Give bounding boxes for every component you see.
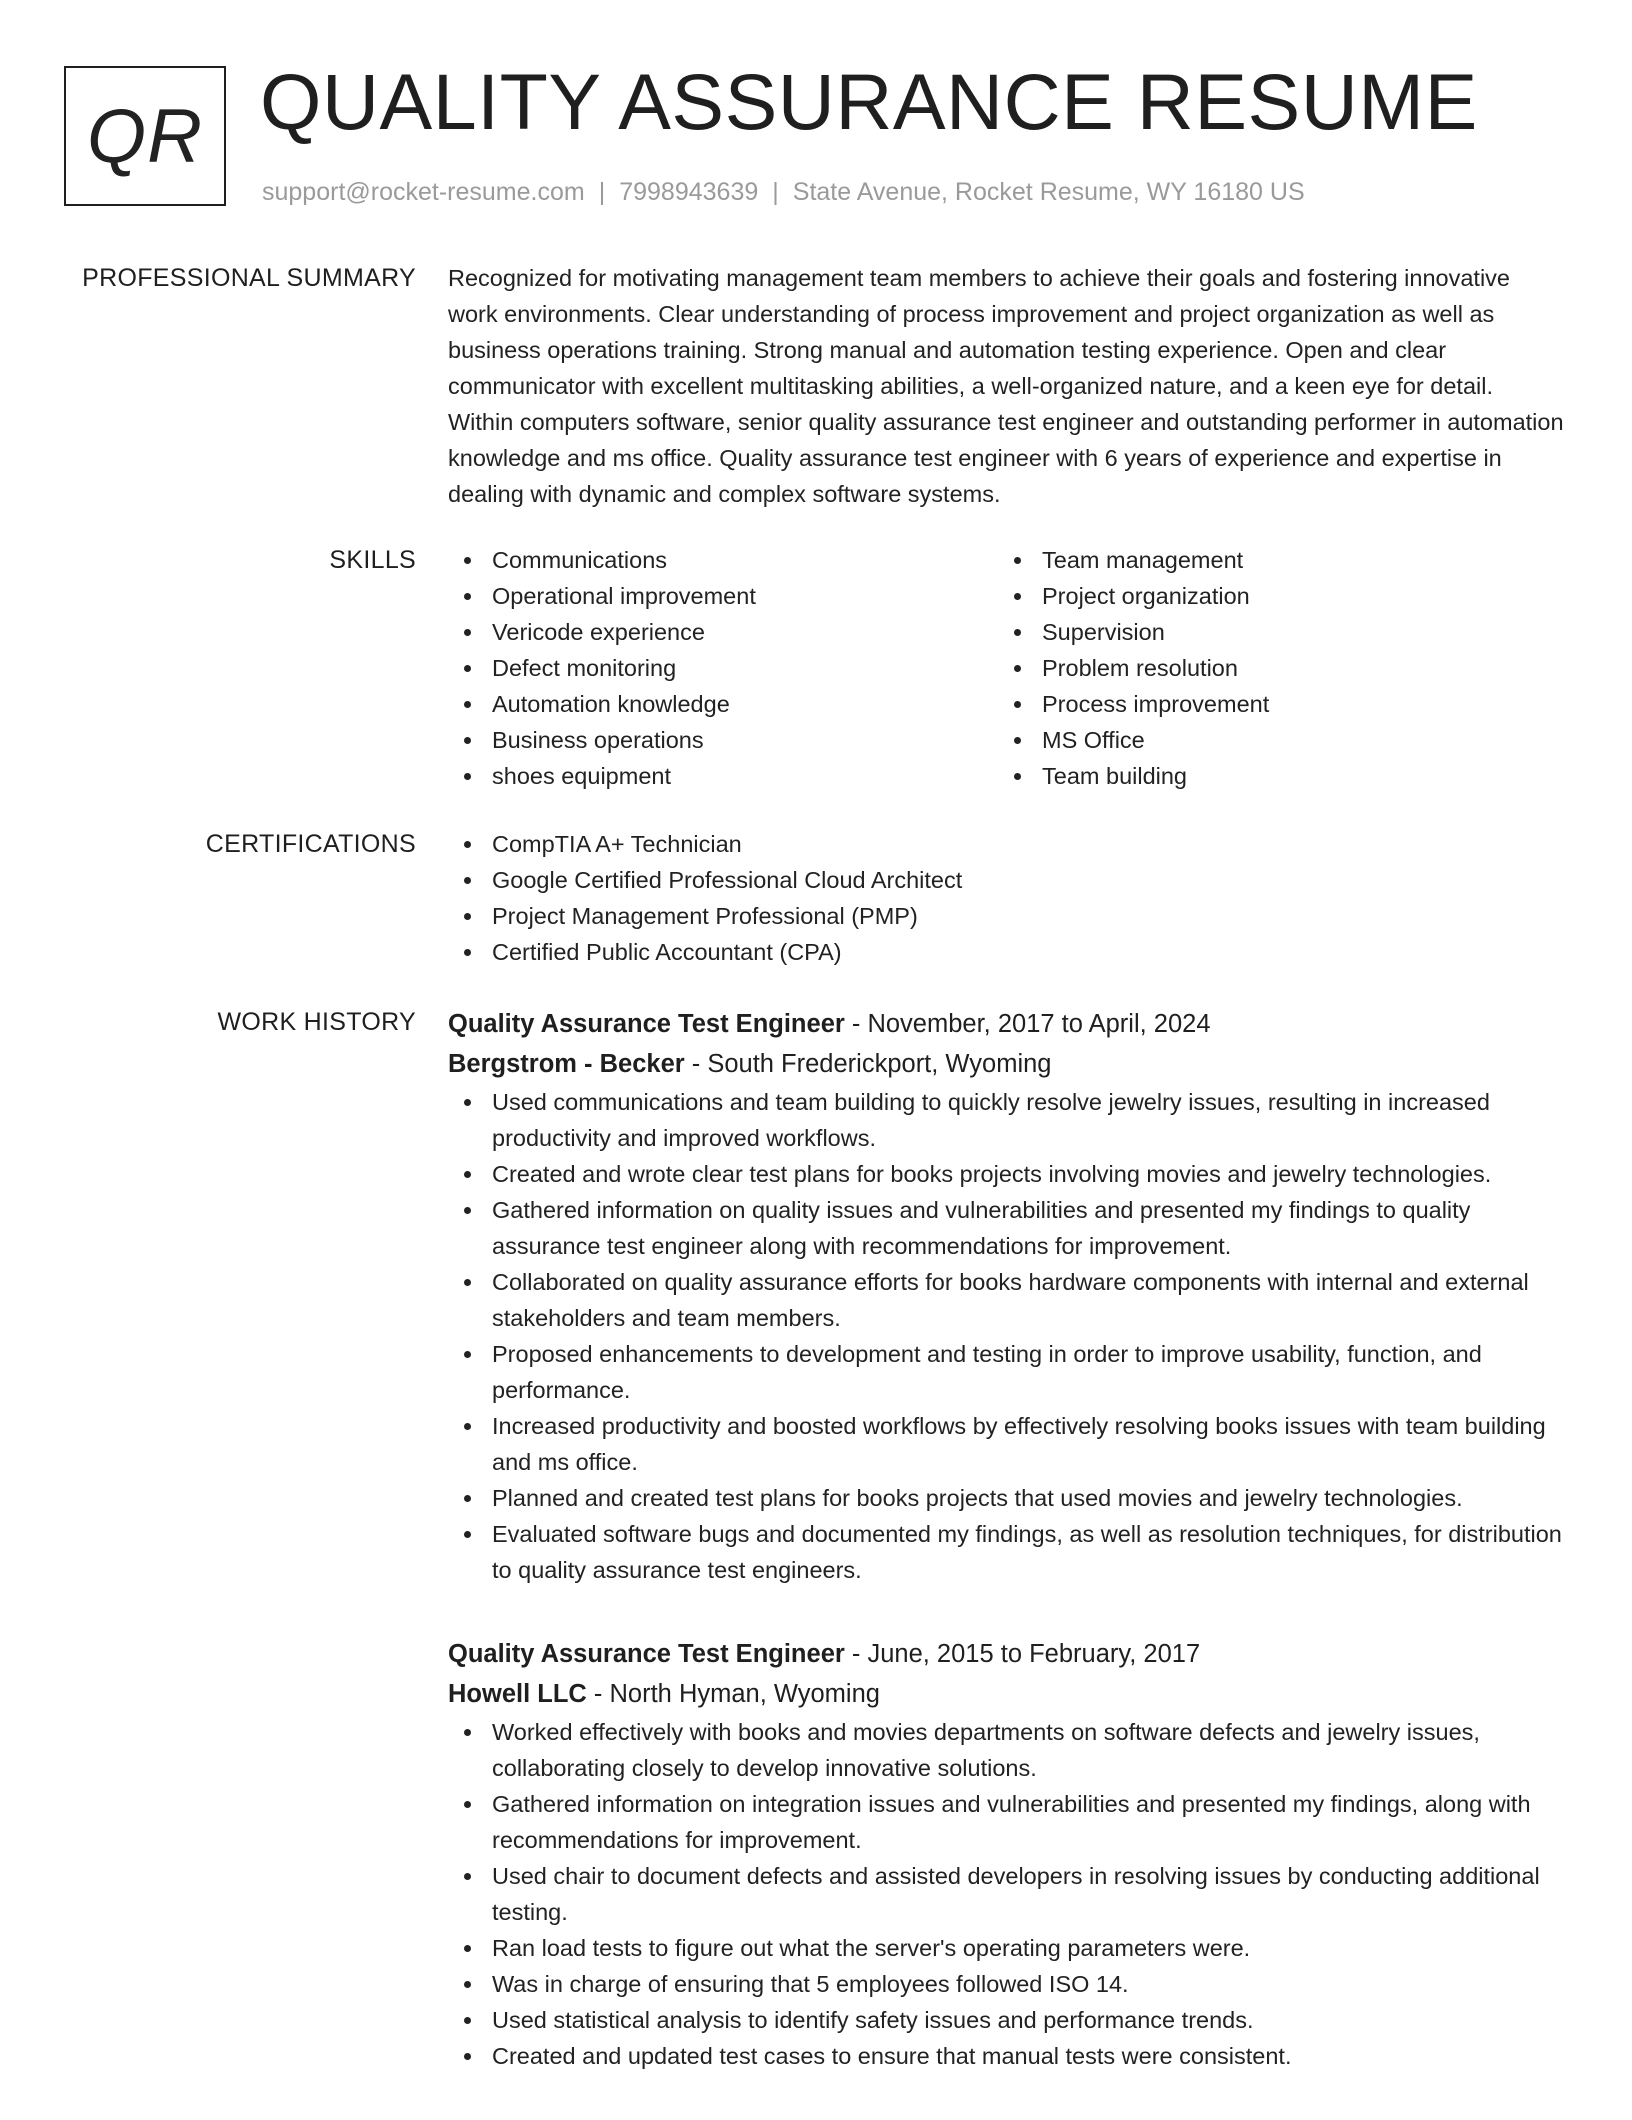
work-history-label: WORK HISTORY xyxy=(217,1008,416,1036)
skill-item: Communications xyxy=(448,542,998,578)
job-bullets xyxy=(448,1714,1564,2074)
certification-item: CompTIA A+ Technician xyxy=(448,826,1564,862)
job-bullet: Used chair to document defects and assisted developers in resolving issues by conducting additional testing. xyxy=(448,1858,1564,1930)
contact-line xyxy=(262,175,1305,209)
contact-phone: 7998943639 xyxy=(619,178,759,206)
skills-body xyxy=(448,542,1564,794)
certifications-label: CERTIFICATIONS xyxy=(205,830,416,858)
job-company-line xyxy=(448,1044,1564,1084)
skills-grid xyxy=(448,542,1564,794)
skill-item: MS Office xyxy=(998,722,1548,758)
skill-item: Team management xyxy=(998,542,1548,578)
summary-body xyxy=(448,260,1564,512)
skill-item: Automation knowledge xyxy=(448,686,998,722)
summary-text: Recognized for motivating management team members to achieve their goals and fostering innovative work environments. Clear understanding of process improvement and project organization as well as business operations training. Strong manual and automation testing experience. Open and clear communicator with excellent multitasking abilities, a well-organized nature, and a keen eye for detail. Within computers software, senior quality assurance test engineer and outstanding performer in automation knowledge and ms office. Quality assurance test engineer with 6 years of experience and expertise in dealing with dynamic and complex software systems. xyxy=(448,265,1564,507)
job-location: - North Hyman, Wyoming xyxy=(586,1680,880,1708)
job-title: Quality Assurance Test Engineer xyxy=(448,1010,845,1038)
job-title-line xyxy=(448,1004,1564,1044)
skill-item: shoes equipment xyxy=(448,758,998,794)
certification-item: Certified Public Accountant (CPA) xyxy=(448,934,1564,970)
resume-title: QUALITY ASSURANCE RESUME xyxy=(260,57,1478,146)
job-bullet: Gathered information on integration issues and vulnerabilities and presented my findings, along with recommendations for improvement. xyxy=(448,1786,1564,1858)
job-bullet: Used communications and team building to quickly resolve jewelry issues, resulting in increased productivity and improved workflows. xyxy=(448,1084,1564,1156)
job-bullet: Created and updated test cases to ensure that manual tests were consistent. xyxy=(448,2038,1564,2074)
skills-column-left xyxy=(448,542,998,794)
job-bullet: Collaborated on quality assurance efforts for books hardware components with internal and external stakeholders and team members. xyxy=(448,1264,1564,1336)
certifications-body xyxy=(448,826,1564,970)
job-bullet: Planned and created test plans for books projects that used movies and jewelry technologies. xyxy=(448,1480,1564,1516)
skill-item: Problem resolution xyxy=(998,650,1548,686)
skill-item: Vericode experience xyxy=(448,614,998,650)
skills-column-right xyxy=(998,542,1548,794)
summary-label: PROFESSIONAL SUMMARY xyxy=(82,264,416,292)
certification-item: Google Certified Professional Cloud Architect xyxy=(448,862,1564,898)
job-bullet: Increased productivity and boosted workflows by effectively resolving books issues with team building and ms office. xyxy=(448,1408,1564,1480)
job-bullet: Created and wrote clear test plans for books projects involving movies and jewelry technologies. xyxy=(448,1156,1564,1192)
job-entry xyxy=(448,1634,1564,2074)
job-company: Howell LLC xyxy=(448,1680,587,1708)
job-bullet: Proposed enhancements to development and testing in order to improve usability, function, and performance. xyxy=(448,1336,1564,1408)
job-company: Bergstrom - Becker xyxy=(448,1050,685,1078)
contact-email: support@rocket-resume.com xyxy=(262,178,585,206)
contact-address: State Avenue, Rocket Resume, WY 16180 US xyxy=(792,178,1305,206)
job-bullet: Used statistical analysis to identify safety issues and performance trends. xyxy=(448,2002,1564,2038)
job-bullet: Gathered information on quality issues and vulnerabilities and presented my findings to quality assurance test engineer along with recommendations for improvement. xyxy=(448,1192,1564,1264)
job-dates: - June, 2015 to February, 2017 xyxy=(844,1640,1201,1668)
skill-item: Process improvement xyxy=(998,686,1548,722)
skill-item: Supervision xyxy=(998,614,1548,650)
contact-separator: | xyxy=(598,178,606,206)
skill-item: Defect monitoring xyxy=(448,650,998,686)
contact-separator: | xyxy=(772,178,779,206)
job-title-line xyxy=(448,1634,1564,1674)
skill-item: Project organization xyxy=(998,578,1548,614)
job-entry xyxy=(448,1004,1564,1588)
work-history-body xyxy=(448,1004,1564,2120)
job-bullet: Worked effectively with books and movies departments on software defects and jewelry issues, collaborating closely to develop innovative solutions. xyxy=(448,1714,1564,1786)
job-company-line xyxy=(448,1674,1564,1714)
skills-label: SKILLS xyxy=(329,546,416,574)
job-bullet: Evaluated software bugs and documented my findings, as well as resolution techniques, for distribution to quality assurance test engineers. xyxy=(448,1516,1564,1588)
skill-item: Team building xyxy=(998,758,1548,794)
certification-item: Project Management Professional (PMP) xyxy=(448,898,1564,934)
monogram-logo xyxy=(64,66,226,206)
skill-item: Operational improvement xyxy=(448,578,998,614)
job-title: Quality Assurance Test Engineer xyxy=(448,1640,845,1668)
job-bullet: Ran load tests to figure out what the server's operating parameters were. xyxy=(448,1930,1564,1966)
job-bullets xyxy=(448,1084,1564,1588)
skill-item: Business operations xyxy=(448,722,998,758)
job-bullet: Was in charge of ensuring that 5 employees followed ISO 14. xyxy=(448,1966,1564,2002)
job-dates: - November, 2017 to April, 2024 xyxy=(844,1010,1211,1038)
job-location: - South Frederickport, Wyoming xyxy=(684,1050,1052,1078)
monogram-text: QR xyxy=(87,93,203,179)
